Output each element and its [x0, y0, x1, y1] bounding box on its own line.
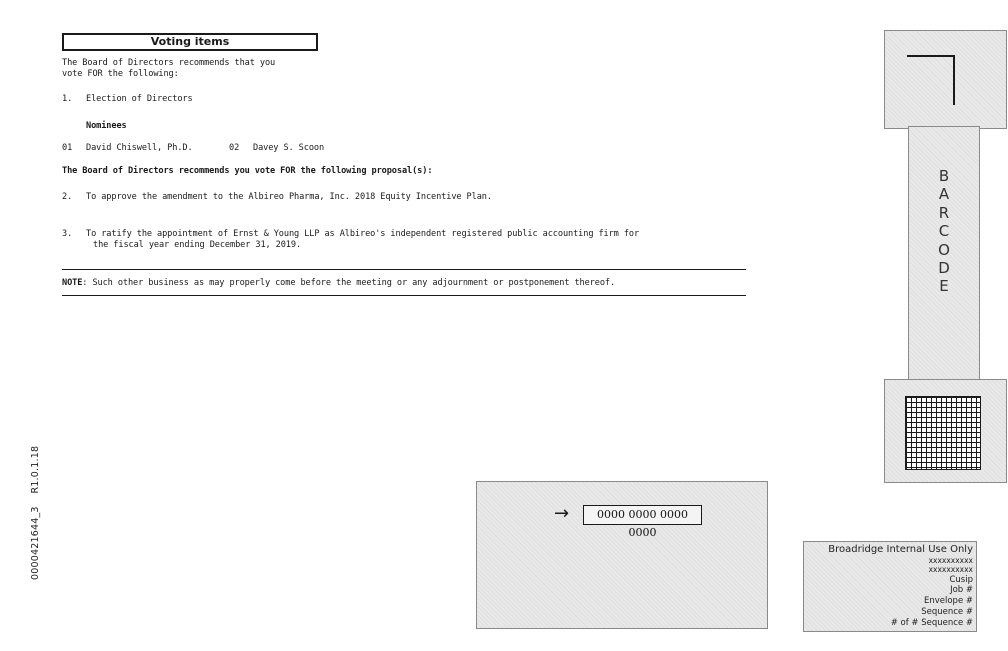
barcode-top-box — [884, 30, 1007, 129]
barcode-label — [909, 167, 979, 296]
internal-line: xxxxxxxxxx — [928, 556, 973, 565]
board-recommendation-1 — [62, 58, 275, 79]
item-3-line-1: To ratify the appointment of Ernst & Young LLP as Albireo's independent registered public accounting firm for — [86, 229, 640, 239]
nominees-label: Nominees — [86, 121, 127, 131]
internal-line: Envelope # — [923, 596, 973, 607]
internal-use-title: Broadridge Internal Use Only — [828, 544, 973, 555]
barcode-letter: D — [938, 259, 950, 278]
internal-line: Cusip — [949, 574, 973, 585]
item-3-number: 3. — [62, 229, 73, 239]
note — [62, 278, 615, 289]
internal-use-box — [803, 541, 977, 632]
item-3-line-2: the fiscal year ending December 31, 2019. — [93, 239, 302, 250]
internal-line: xxxxxxxxxx — [928, 565, 973, 575]
nominee-2-name: Davey S. Scoon — [253, 143, 325, 153]
arrow-right-icon: → — [554, 503, 570, 524]
nominee-2-number: 02 — [229, 143, 240, 153]
board-recommendation-2: The Board of Directors recommends you vote FOR the following proposal(s): — [62, 166, 433, 176]
nominees-list — [62, 143, 325, 154]
item-2 — [62, 192, 492, 203]
internal-line: # of # Sequence # — [890, 617, 973, 628]
nominee-1-number: 01 — [62, 143, 73, 153]
note-label: NOTE — [62, 278, 83, 288]
barcode-letter: B — [938, 167, 950, 185]
grid-code-icon — [905, 396, 981, 470]
internal-line: Job # — [950, 585, 973, 596]
note-text: : Such other business as may properly come before the meeting or any adjournment or postponement thereof. — [82, 278, 616, 288]
board-recommendation-line-2: vote FOR the following: — [62, 68, 179, 79]
item-3 — [62, 229, 640, 250]
internal-line: Sequence # — [921, 606, 973, 617]
item-3-text — [86, 229, 639, 250]
item-1-number: 1. — [62, 94, 73, 104]
board-recommendation-line-1: The Board of Directors recommends that you — [62, 58, 276, 68]
barcode-letter: A — [938, 185, 950, 204]
item-1 — [62, 94, 193, 105]
item-2-number: 2. — [62, 192, 73, 202]
control-number-box — [476, 481, 768, 629]
voting-items-header: Voting items — [62, 33, 318, 51]
side-document-code: 0000421644_3 R1.0.1.18 — [30, 445, 41, 580]
item-2-text: To approve the amendment to the Albireo Pharma, Inc. 2018 Equity Incentive Plan. — [86, 192, 492, 202]
barcode-bottom-box — [884, 379, 1007, 483]
note-top-rule — [62, 269, 746, 270]
control-number-field[interactable]: 0000 0000 0000 0000 — [583, 505, 702, 525]
corner-mark-icon — [907, 55, 955, 105]
barcode-letter: O — [938, 240, 950, 259]
barcode-letter: C — [938, 222, 950, 241]
barcode-letter: R — [938, 203, 950, 222]
barcode-letter: E — [939, 277, 949, 296]
barcode-strip — [908, 126, 980, 382]
note-bottom-rule — [62, 295, 746, 296]
internal-use-lines — [828, 544, 973, 629]
nominee-1-name: David Chiswell, Ph.D. — [86, 143, 193, 153]
item-1-text: Election of Directors — [86, 94, 193, 104]
